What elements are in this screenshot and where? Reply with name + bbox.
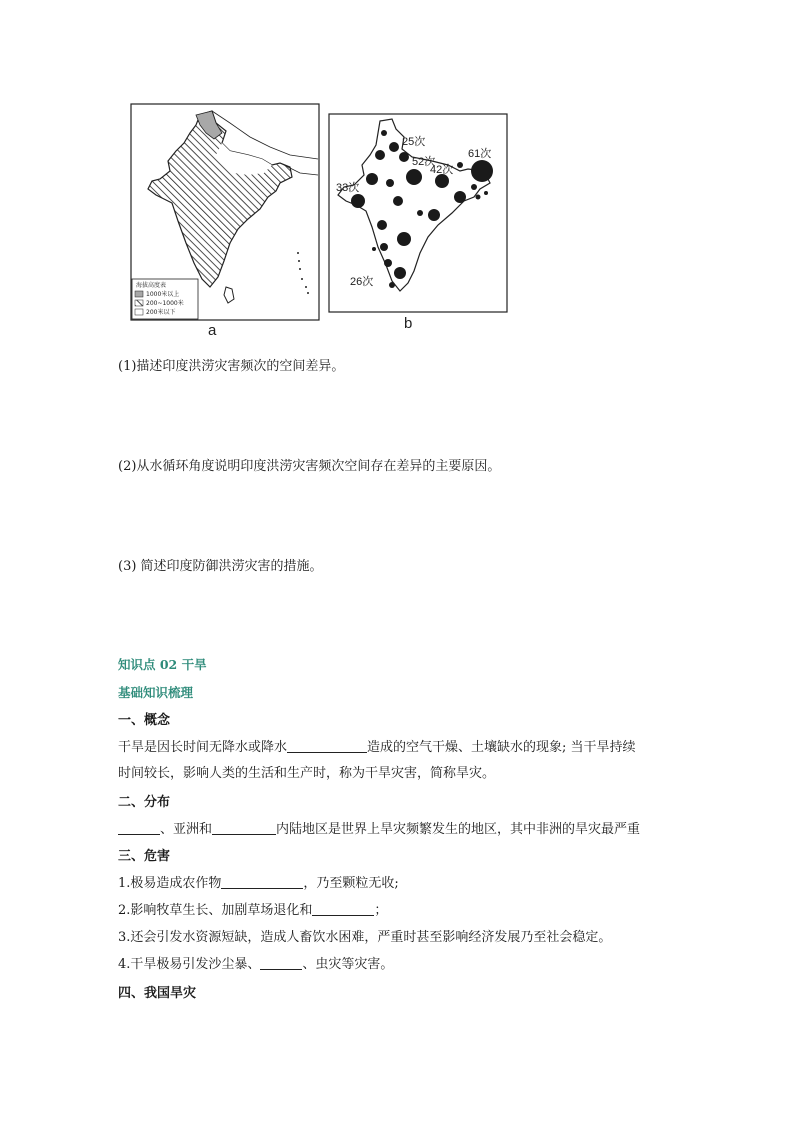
annotation-25: 25次 bbox=[402, 136, 426, 148]
section-subtitle: 基础知识梳理 bbox=[118, 685, 194, 700]
heading-distribution: 二、分布 bbox=[118, 795, 171, 810]
harm-line-3: 3.还会引发水资源短缺，造成人畜饮水困难，严重时甚至影响经济发展乃至社会稳定。 bbox=[118, 930, 612, 945]
concept-line-1 bbox=[118, 739, 636, 757]
blank-dist-2[interactable] bbox=[212, 821, 276, 835]
dist-text-b: 内陆地区是世界上旱灾频繁发生的地区，其中非洲的旱灾最严重 bbox=[276, 822, 641, 837]
harm-line-4 bbox=[118, 956, 393, 974]
question-2: (2)从水循环角度说明印度洪涝灾害频次空间存在差异的主要原因。 bbox=[118, 459, 501, 474]
map-a-label: a bbox=[208, 322, 217, 339]
harm1-text-b: ，乃至颗粒无收; bbox=[303, 876, 399, 891]
knowledge-point-title: 知识点 02 干旱 bbox=[118, 657, 207, 672]
annotation-26: 26次 bbox=[350, 276, 374, 288]
annotation-33: 33次 bbox=[336, 182, 360, 194]
map-b-label: b bbox=[404, 315, 413, 332]
heading-concept: 一、概念 bbox=[118, 713, 171, 728]
legend-title: 海拔高度表 bbox=[136, 282, 167, 289]
blank-harm-1[interactable] bbox=[221, 875, 303, 889]
map-b bbox=[328, 113, 510, 315]
harm-line-1 bbox=[118, 875, 399, 893]
harm4-text-a: 4.干旱极易引发沙尘暴、 bbox=[118, 957, 261, 972]
harm4-text-b: 、虫灾等灾害。 bbox=[302, 957, 394, 972]
heading-china-drought: 四、我国旱灾 bbox=[118, 986, 197, 1001]
question-3: (3) 简述印度防御洪涝灾害的措施。 bbox=[118, 559, 323, 574]
annotation-52: 52次 bbox=[412, 156, 436, 168]
harm2-text-a: 2.影响牧草生长、加剧草场退化和 bbox=[118, 903, 313, 918]
annotation-61: 61次 bbox=[468, 148, 492, 160]
concept-text-b: 造成的空气干燥、土壤缺水的现象; 当干旱持续 bbox=[367, 740, 636, 755]
distribution-line bbox=[118, 821, 640, 839]
question-1: (1)描述印度洪涝灾害频次的空间差异。 bbox=[118, 359, 345, 374]
harm-line-2 bbox=[118, 902, 387, 920]
dist-text-a: 、亚洲和 bbox=[160, 822, 213, 837]
legend-item-high: 1000米以上 bbox=[146, 291, 180, 298]
blank-dist-1[interactable] bbox=[118, 821, 160, 835]
harm2-text-b: ； bbox=[374, 903, 388, 918]
blank-concept[interactable] bbox=[287, 739, 367, 753]
map-a bbox=[130, 103, 322, 323]
heading-harm: 三、危害 bbox=[118, 849, 171, 864]
concept-line-2: 时间较长，影响人类的生活和生产时，称为干旱灾害，简称旱灾。 bbox=[118, 766, 496, 781]
annotation-42: 42次 bbox=[430, 164, 454, 176]
legend-item-low: 200米以下 bbox=[146, 309, 176, 316]
harm1-text-a: 1.极易造成农作物 bbox=[118, 876, 222, 891]
concept-text-a: 干旱是因长时间无降水或降水 bbox=[118, 740, 288, 755]
blank-harm-4[interactable] bbox=[260, 956, 302, 970]
legend-item-mid: 200~1000米 bbox=[146, 300, 184, 307]
blank-harm-2[interactable] bbox=[312, 902, 374, 916]
